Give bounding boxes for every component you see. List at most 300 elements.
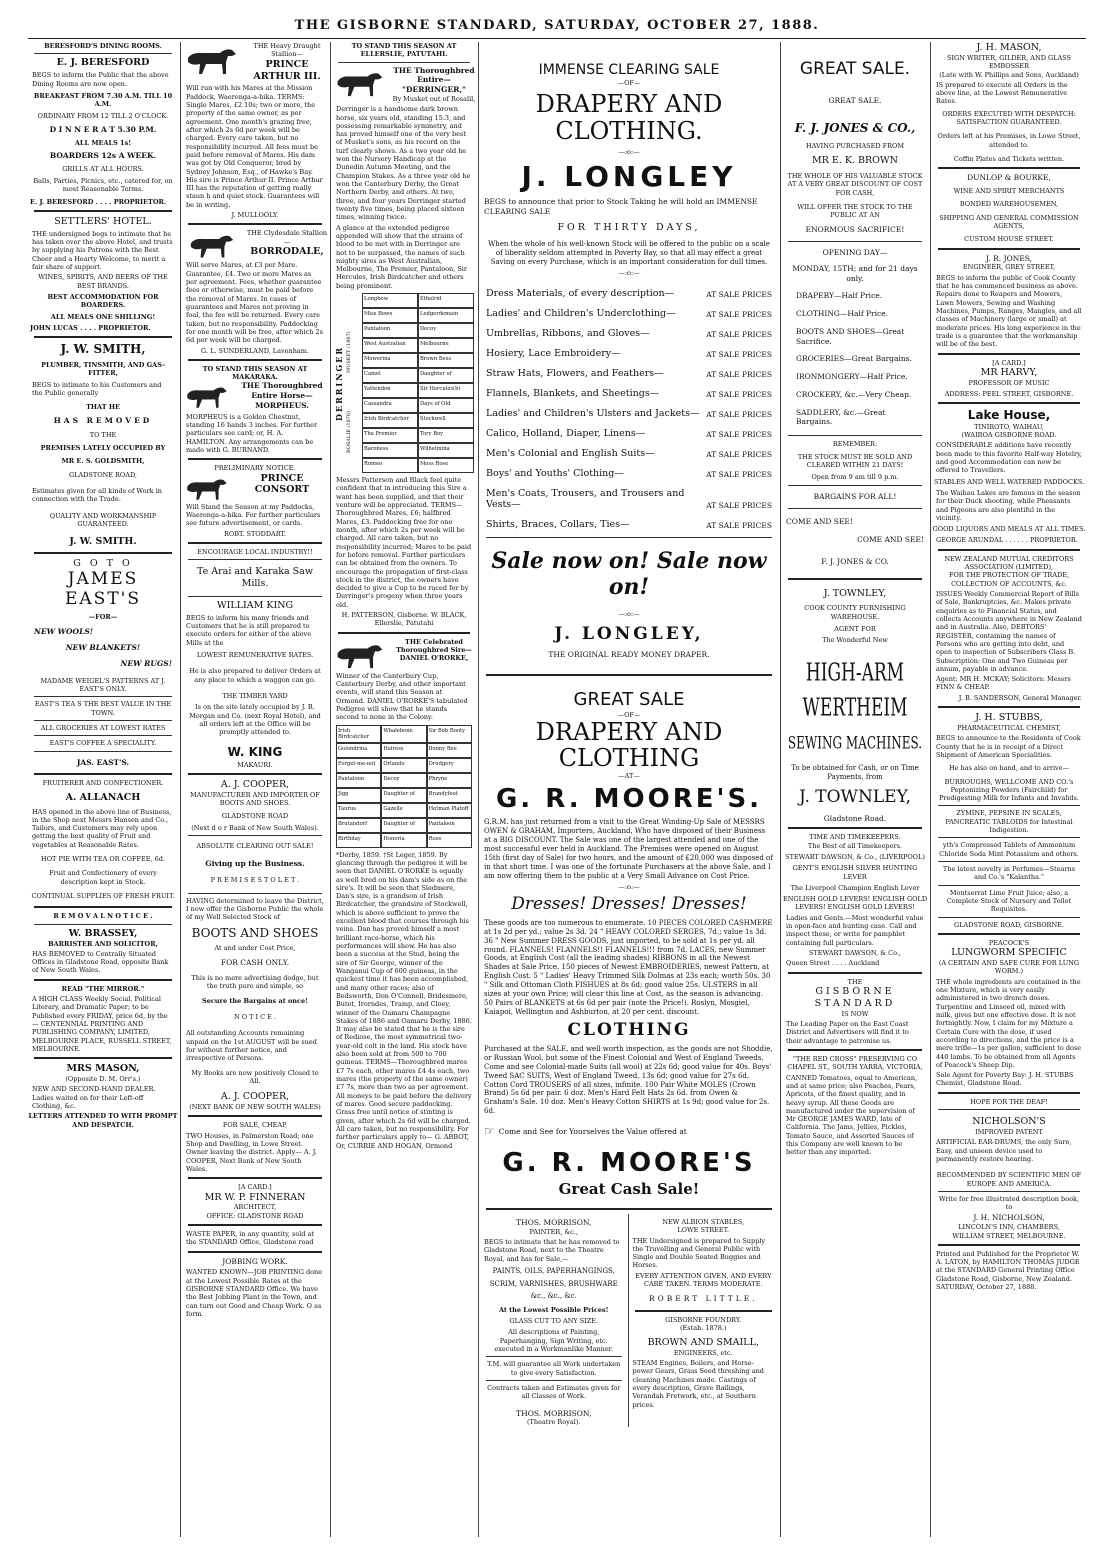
ad-name: Lake House, <box>967 408 1051 423</box>
pedigree-cell: Taurus <box>336 803 381 818</box>
ad-heading: WERTHEIM <box>802 694 908 723</box>
morpheus-ad <box>182 365 328 454</box>
ad-heading: LUNGWORM SPECIFIC <box>951 947 1067 959</box>
stubbs-chemist-ad <box>932 712 1086 929</box>
column-1 <box>28 42 178 1537</box>
ad-body: MONDAY, 15TH; and for 21 days only. <box>792 263 918 283</box>
sale-price-row <box>480 363 778 383</box>
ad-line: FOR CASH ONLY. <box>220 958 290 968</box>
ad-body: The Waihau Lakes are famous in the season for their Duck shooting, while Pheasants and Pigeons are also plentiful in the vicinity. <box>936 488 1081 522</box>
townley-ad <box>782 588 928 823</box>
ad-line: LINCOLN'S INN, CHAMBERS, <box>958 1223 1060 1232</box>
ad-name: NEW ZEALAND MUTUAL CREDITORS ASSOCIATION (LIMITED), <box>944 554 1074 572</box>
derringer-pedigree-table <box>334 293 474 473</box>
ad-body: yth's Compressed Tablets of Ammonium Chloride Soda Mint Potassium and others. <box>939 841 1079 858</box>
ad-heading: ENCOURAGE LOCAL INDUSTRY!! <box>197 547 313 556</box>
ad-body: Write for free illustrated description book, to <box>938 1194 1080 1212</box>
ad-trade: ENGINEER, GREY STREET, <box>962 263 1056 272</box>
ad-line: NEW BLANKETS! <box>65 643 141 653</box>
pedigree-cell: Wilhelmina <box>418 443 474 458</box>
ad-line: STEWART DAWSON, & Co., <box>808 949 902 957</box>
pedigree-cell: Pantaloon <box>427 818 472 833</box>
ad-line: LOWEST REMUNERATIVE RATES. <box>196 651 314 659</box>
ad-line: RECOMMENDED BY SCIENTIFIC MEN OF EUROPE AND AMERICA. <box>936 1171 1082 1188</box>
pedigree-cell: Longbow <box>362 293 418 308</box>
ad-line: Coffin Plates and Tickets written. <box>953 155 1065 163</box>
sale-price-list <box>480 283 778 534</box>
ad-signature: JAS. EAST'S. <box>76 757 130 767</box>
pedigree-cell: Whalebone <box>381 725 426 743</box>
ad-body: A HIGH CLASS Weekly Social, Political Literary, and Dramatic Paper; to be Published every FRIDAY, price 6d, by the— CENTENNIAL PRINTING AND PUBLISHING COMPANY, LIMITED, MELBOURNE PLACE, RUSSELL STREET, MELBOURNE. <box>32 995 172 1053</box>
ad-line: Great Cash Sale! <box>558 1179 700 1198</box>
ad-name: W. BRASSEY, <box>68 927 138 939</box>
jr-jones-ad <box>932 254 1086 349</box>
sale-item: Umbrellas, Ribbons, and Gloves— <box>486 327 650 339</box>
ad-line: By Musket out of Rosalil, <box>392 94 476 103</box>
pedigree-cell: West Australian <box>362 338 418 353</box>
ad-line: (Estab. 1878.) <box>679 1324 727 1333</box>
ad-trade: PHARMACEUTICAL CHEMIST, <box>957 723 1061 732</box>
pedigree-cell: Phryne <box>427 773 472 788</box>
sale-price: AT SALE PRICES <box>706 469 772 479</box>
sale-item: Boys' and Youths' Clothing— <box>486 467 624 479</box>
pedigree-cell: Birthday <box>336 833 381 848</box>
cooper-boots-ad <box>182 779 328 1111</box>
ad-body: ZYMINE, PEPSINE IN SCALES, PANCREATIC TABLOIDS for Intestinal Indigestion. <box>945 809 1073 835</box>
ad-trade: PROFESSOR OF MUSIC <box>968 378 1050 387</box>
ad-line: HOT PIE WITH TEA OR COFFEE, 6d. <box>41 855 165 864</box>
sale-item: Ladies' and Children's Ulsters and Jackets— <box>486 407 700 419</box>
ad-name: G. R. MOORE'S <box>502 1147 756 1178</box>
sale-price: AT SALE PRICES <box>706 520 772 530</box>
ad-line: Come and See for Yourselves the Value offered at <box>498 1127 687 1137</box>
ad-line: BOARDERS 12s A WEEK. <box>49 150 157 160</box>
pedigree-cell: Mowerina <box>362 353 418 368</box>
ad-heading: IMMENSE CLEARING SALE <box>538 62 720 78</box>
sale-price-row <box>480 343 778 363</box>
jh-mason-ad <box>932 42 1086 163</box>
ad-heading: PRELIMINARY NOTICE. <box>214 464 296 473</box>
ad-body: A glance at the extended pedigree appended will show that the strains of blood to be met with in Derringer are not to be surpassed, the names of such mighty sires as West Australian, Melbourne, The Premier, Pantaloon, Sir Hercules, Irish Birdcatcher and others being prominent. <box>336 223 467 290</box>
bottom-center-ads <box>480 1214 778 1427</box>
ad-body: THE undersigned begs to intimate that he has taken over the above Hotel, and trusts by supplying his Patrons with the Best Cheer and a Hearty Welcome, to merit a fair share of support. <box>32 229 173 271</box>
ad-body: HAS opened in the above line of Business, in the Shop next Messrs Hansen and Co., Tailors, and Customers may rely upon getting the best quality of Fruit and vegetables at Reasonable Rates. <box>32 807 172 849</box>
column-5 <box>782 42 928 1537</box>
sale-item: Ladies' and Children's Underclothing— <box>486 307 676 319</box>
lake-house-ad <box>932 408 1086 544</box>
ad-line: —OF— <box>617 78 641 87</box>
ad-name: J. TOWNLEY, <box>798 786 912 807</box>
column-rule <box>930 42 931 1537</box>
ad-line: REMEMBER: <box>832 440 878 449</box>
jobbing-ad <box>182 1257 328 1319</box>
ad-line: ABSOLUTE CLEARING OUT SALE! <box>196 842 314 851</box>
top-rule <box>28 38 1086 39</box>
sale-price-row <box>480 443 778 463</box>
ad-line: LOWE STREET. <box>677 1226 730 1235</box>
ad-name: NEW ALBION STABLES, <box>662 1217 745 1226</box>
jones-great-sale-ad <box>782 60 928 566</box>
ad-heading: R E M O V A L N O T I C E . <box>53 912 153 921</box>
ad-body: Orders left at his Premises, in Lowe Street, attended to. <box>937 132 1081 149</box>
ad-line: LETTERS ATTENDED TO WITH PROMPT AND DESPATCH. <box>28 1112 178 1129</box>
ad-line: Gladstone Road. <box>823 813 887 823</box>
ad-name: PRINCE CONSORT <box>254 472 310 496</box>
ad-line: WINES, SPIRITS, AND BEERS OF THE BEST BRANDS. <box>38 273 168 290</box>
ad-line: IS NOW <box>841 1009 869 1018</box>
ad-line: BOOTS AND SHOES—Great Sacrifice. <box>796 326 905 346</box>
ad-body: TWO Houses, in Palmerston Road; one Shop and Dwelling, in Lowe Street. Owner leaving the district. Apply— A. J. COOPER, Next Bank of New South Wales. <box>186 1131 317 1173</box>
ad-body: THE WHOLE OF HIS VALUABLE STOCK AT A VERY GREAT DISCOUNT OF COST FOR CASH, <box>787 171 923 197</box>
ad-body: HAS REMOVED to Centrally Situated Offices in Gladstone Road, opposite Bank of New South Wales. <box>32 949 169 975</box>
ad-heading: THE Clydesdale Stallion— <box>246 229 328 246</box>
ad-body: WILL OFFER THE STOCK TO THE PUBLIC AT AN <box>797 202 913 220</box>
ad-name: A. ALLANACH <box>65 791 141 803</box>
ad-line: (Next d o r Bank of New South Wales). <box>191 824 319 833</box>
mutual-creditors-ad <box>932 555 1086 702</box>
ad-name: "THE RED CROSS" PRESERVING CO <box>792 1054 918 1063</box>
mirror-ad <box>28 985 178 1054</box>
ad-heading: FRUITERER AND CONFECTIONER. <box>42 779 164 788</box>
ad-line: (NEXT BANK OF NEW SOUTH WALES) <box>189 1103 321 1112</box>
pedigree-cell: Gazelle <box>381 803 426 818</box>
ad-line: Open from 9 am till 9 p.m. <box>811 473 899 482</box>
ad-name: PRINCE ARTHUR III. <box>253 58 321 82</box>
sale-price: AT SALE PRICES <box>706 329 772 339</box>
column-rule <box>478 42 479 1537</box>
pointing-hand-icon: ☞ <box>484 1124 495 1139</box>
dunlop-bourke-ad <box>932 173 1086 243</box>
ad-signature: J. W. SMITH. <box>69 536 137 548</box>
ad-body: THE STOCK MUST BE SOLD AND CLEARED WITHIN 21 DAYS! <box>797 452 913 469</box>
ad-line: GOOD LIQUORS AND MEALS AT ALL TIMES. <box>932 525 1086 534</box>
ad-body: T.M. will guarantee all Work undertaken to give every Satisfaction. <box>487 1360 621 1377</box>
ad-name: NICHOLSON'S <box>972 1116 1046 1128</box>
ad-title: DRAPERY AND CLOTHING <box>535 718 723 773</box>
ad-body: Estimates given for all kinds of Work in connection with the Trade. <box>32 487 162 504</box>
ad-line: BARGAINS FOR ALL! <box>813 492 897 502</box>
pedigree-cell: Sir Hercules(b) <box>418 383 474 398</box>
ad-body: Messrs Patterson and Black feel quite confident that in introducing this Sire a want has been supplied, and that their venture will be appreciated. TERMS—Thoroughbred Mares, £6; halfbred Mares, £3. Paddocking free for one month, after which 2s per week will be charged. All care taken, but no responsibility incurred; Mares to be paid for before removal. Further particulars can be obtained from the owners. To encourage the propagation of first-class stock in the district, the owners have decided to give a Cup to be raced for by Derringer's progeny when three years old. <box>336 476 472 609</box>
ad-name: THOS. MORRISON, <box>516 1217 592 1227</box>
ad-body: My Books are now positively Closed to All. <box>191 1068 319 1085</box>
ad-line: DRAPERY—Half Price. <box>796 291 883 301</box>
ad-body: Ladies and Gents.—Most wonderful value in open-face and hunting case. Call and inspect these, or write for pamphlet containing full particulars. <box>786 913 924 947</box>
ad-line: BONDED WAREHOUSEMEN, <box>959 200 1059 209</box>
pedigree-cell: Moss Rose <box>418 458 474 473</box>
ad-line: GRILLS AT ALL HOURS. <box>62 164 144 173</box>
ad-heading: TO STAND THIS SEASON AT MAKARAKA. <box>202 364 308 382</box>
pedigree-cell: Decoy <box>381 773 426 788</box>
ad-line: GLADSTONE ROAD, GISBORNE. <box>954 920 1064 929</box>
sale-item: Men's Coats, Trousers, and Trousers and Vests— <box>486 487 685 510</box>
pedigree-cell: Pantaloon <box>336 773 381 788</box>
sale-price-row <box>480 303 778 323</box>
sale-item: Straw Hats, Flowers, and Feathers— <box>486 367 664 379</box>
ad-signature: F. J. JONES & CO. <box>821 556 889 566</box>
ad-line: Giving up the Business. <box>205 858 305 868</box>
column-rule <box>180 42 181 1537</box>
pedigree-cell: Cassandra <box>362 398 418 413</box>
ad-line: SHIPPING AND GENERAL COMMISSION AGENTS, <box>939 213 1079 230</box>
pedigree-cell: Drudgery <box>427 758 472 773</box>
ad-name: THE Thoroughbred Entire Horse— MORPHEUS. <box>241 381 323 410</box>
pedigree-cell: Bonny Bee <box>427 743 472 758</box>
sale-price-row <box>480 323 778 343</box>
ad-body: EVERY ATTENTION GIVEN, AND EVERY CARE TAKEN. TERMS MODERATE. <box>635 1271 772 1289</box>
sale-item: Shirts, Braces, Collars, Ties— <box>486 518 630 530</box>
ad-name: GISBORNE FOUNDRY. <box>665 1316 742 1325</box>
ad-line: The Wonderful New <box>822 636 888 645</box>
ad-body: THE Undersigned is prepared to Supply the Travelling and General Public with Single and Double Seated Buggies and Horses. <box>632 1236 766 1270</box>
ad-body: Will run with his Mares at the Mission Paddock, Waerenga-a-hika. TERMS: Single Mares, £2 10s; two or more, the property of the same owner, as per agreement. One month's grazing free, after which 2s 6d per week will be charged. Every care taken, but no responsibility incurred. All fees must be paid before removal of Mares. His dam was got by Old Conqueror, bred by Sydney Johnson, Esq., of Hawke's Bay. His sire is Prince Arthur II. Prince Arthur III has the reputation of getting really staun h and quiet stock. Guarantees will be in writing. <box>186 84 323 209</box>
ad-line: ORDINARY FROM 12 TILL 2 O'CLOCK. <box>37 112 169 121</box>
pedigree-cell: Yattendon <box>362 383 418 398</box>
ad-body: This is no mere advertising dodge, but the truth pure and simple, so <box>191 974 319 991</box>
ad-line: CUSTOM HOUSE STREET. <box>964 235 1054 244</box>
ad-name: MR E. K. BROWN <box>811 155 898 166</box>
ad-body: WANTED KNOWN—JOB PRINTING done at the Lowest Possible Rates at the GISBORNE STANDARD Office. We have the Best Jobbing Plant in the Town, and can turn out Good and Cheap Work. O as form. <box>186 1268 323 1319</box>
horse-icon <box>182 383 232 411</box>
pedigree-cell: The Premier <box>362 428 418 443</box>
ad-name: MRS MASON, <box>66 1063 140 1075</box>
ad-proprietor: JOHN LUCAS . . . . PROPRIETOR. <box>30 323 151 332</box>
ad-heading: CLOTHING <box>567 1020 691 1041</box>
ad-line: MR E. S. GOLDSMITH, <box>61 457 145 466</box>
masthead: THE GISBORNE STANDARD, SATURDAY, OCTOBER 27, 1888. <box>294 18 820 33</box>
ad-line: IMPROVED PATENT <box>975 1127 1043 1136</box>
sale-price-row <box>480 423 778 443</box>
ad-line: FOR THE PROTECTION OF TRADE, COLLECTION OF ACCOUNTS, &c. <box>948 571 1070 588</box>
ad-name: DUNLOP & BOURKE, <box>967 173 1051 183</box>
ad-heading: SETTLERS' HOTEL. <box>54 215 152 227</box>
ad-proprietor: E. J. BERESFORD . . . . PROPRIETOR. <box>30 197 167 206</box>
column-2 <box>182 42 328 1537</box>
ad-title: DRAPERY AND CLOTHING. <box>535 90 723 145</box>
ad-name: JAMES EAST'S <box>65 569 141 609</box>
ad-body: BEGS to inform the Public that the above Dining Rooms are now open. <box>32 71 169 88</box>
ad-line: COME AND SEE! <box>857 534 924 544</box>
sale-price-row <box>480 383 778 403</box>
ad-line: FOR THIRTY DAYS, <box>557 222 701 234</box>
ad-heading: THE Heavy Draught Stallion— <box>253 42 321 59</box>
ad-body: BURROUGHS, WELLCOME AND CO.'s Peptonizing Powders (Fairchild) for Predigesting Milk for Infants and Invalids. <box>939 777 1079 803</box>
ad-trade: BARRISTER AND SOLICITOR, <box>48 939 158 948</box>
ad-line: ENORMOUS SACRIFICE! <box>805 225 905 235</box>
albion-foundry-ads <box>629 1214 779 1427</box>
pedigree-cell: Ledgerdemain <box>418 308 474 323</box>
ad-body: The Leading Paper on the East Coast District and Advertisers will find it to their advantage to patronise us. <box>786 1020 909 1045</box>
ad-heading: FOR SALE, CHEAP, <box>222 1121 288 1130</box>
ad-line: (Late with W. Phillips and Sons, Auckland) <box>939 70 1079 79</box>
pedigree-cell: Tory Boy <box>418 428 474 443</box>
ad-body: IS prepared to execute all Orders in the above line, at the Lowest Remunerative Rates. <box>936 80 1068 106</box>
ad-heading: SEWING MACHINES. <box>787 732 923 753</box>
ad-line: ORDERS EXECUTED WITH DESPATCH: SATISFACTION GUARANTEED. <box>942 109 1076 127</box>
for-sale-ad <box>182 1121 328 1173</box>
center-column <box>480 42 778 1537</box>
ad-line: BREAKFAST FROM 7.30 A.M. TILL 10 A.M. <box>33 91 173 109</box>
ad-signature: J. MULLOOLY. <box>231 211 279 220</box>
sale-price: AT SALE PRICES <box>706 369 772 379</box>
pedigree-cell: Stockwell <box>418 413 474 428</box>
ad-signature: J. LONGLEY, <box>554 623 704 644</box>
sale-price: AT SALE PRICES <box>706 349 772 359</box>
ad-line: ADDRESS: PEEL STREET, GISBORNE. <box>944 390 1074 398</box>
ad-body: Will serve Mares, at £3 per Mare. Guarantee, £4. Two or more Mares as per agreement. Fees, whether guarantee fees or otherwise, must be paid before the removal of Mares. In cases of guarantees and Mares not proving in foal, the fee will be returned. Every care taken, but no responsibility. Paddocking for one month will be free, after which 2s 6d per week will be charged. <box>186 261 324 345</box>
ad-line: CONTINUAL SUPPLIES OF FRESH FRUIT. <box>31 892 175 901</box>
ad-heading: BOOTS AND SHOES <box>191 925 319 940</box>
ad-line: MAKAURI. <box>237 760 273 769</box>
ad-proprietor: GEORGE ARUNDAL . . . . . . PROPRIETOR. <box>936 536 1078 545</box>
ad-signature: ROBT. STODDART. <box>224 529 286 538</box>
ad-line: —FOR— <box>88 613 118 622</box>
ad-name: E. J. BERESFORD <box>56 57 150 69</box>
ad-line: CROCKERY, &c.—Very Cheap. <box>796 389 912 399</box>
ad-line: AGENT FOR <box>834 624 876 633</box>
ad-body: Winner of the Canterbury Cup, Canterbury Derby, and other important events, will stand this Season at Ormond. DANIEL O'RORKE'S tabulated Pedigree will show that he stands second to none in the Colony. <box>336 671 468 722</box>
ad-body: ISSUES Weekly Commercial Report of Bills of Sale, Bankruptcies, &c. Makes private enquiries as to Financial Status, and collects Accounts anywhere in New Zealand and in Australia. Also, DEBTORS' REGISTER, containing the names of Persons who are getting into debt, and open to inspection of Subscribers Class B. Subscription: One and Two Guineas per annum, payable in advance. <box>936 590 1082 673</box>
ad-name: J. R. JONES, <box>985 253 1033 263</box>
ad-line: GENT'S ENGLISH SILVER HUNTING LEVER <box>792 864 918 881</box>
pedigree-cell: Irish Birdcatcher <box>362 413 418 428</box>
sale-price: AT SALE PRICES <box>706 409 772 419</box>
pedigree-cell: Miss Bowe <box>362 308 418 323</box>
ad-line: GLASS CUT TO ANY SIZE. <box>509 1317 599 1326</box>
column-rule <box>330 42 331 1537</box>
sale-item: Dress Materials, of every description— <box>486 287 675 299</box>
column-rule <box>780 42 781 1537</box>
ad-line: EAST'S COFFEE A SPECIALITY. <box>49 739 157 748</box>
ad-line: CLOTHING—Half Price. <box>796 309 889 319</box>
ad-body: All descriptions of Painting, Paperhanging, Sign Writing, etc. executed in a Workmanlike Manner. <box>494 1328 614 1353</box>
pedigree-cell: Honoria <box>381 833 426 848</box>
pedigree-cell: Romeo <box>362 458 418 473</box>
ad-line: (Opposite D. M. Orr's.) <box>65 1075 141 1084</box>
ad-line: THE <box>847 977 863 986</box>
william-king-ad <box>182 600 328 769</box>
ad-line: NEW RUGS! <box>120 658 172 668</box>
ad-signature: H. PATTERSON, Gisborne. W. BLACK, Ellerslie, Patutahi <box>341 611 467 628</box>
ad-name: THE Celebrated Thoroughbred Sire— DANIEL O'RORKE, <box>396 637 472 663</box>
ad-body: Purchased at the SALE, and well worth inspection, as the goods are not Shoddie, or Russian Wool, but some of the Finest Colonial and West of England Tweeds. Come and see Colonial-made Suits (all wool) at 22s 6d; good value for 40s. Boys' Tweed SAC SUITS, West of England Tweed, 13s 6d; good value for 27s 6d. Cotton Cord TROUSERS of all sizes, infinite. 100 Pair White MOLES (Crown Brand) 5s 6d per pair. 6 doz. Men's Hard Felt Hats 2s 6d. from Owen & Graham's Sale. 10 doz. Men's Heavy Cotton SHIRTS at 1s 9d; good value for 2s. 6d. <box>484 1044 773 1116</box>
pedigree-cell: Days of Old <box>418 398 474 413</box>
ad-line: Secure the Bargains at once! <box>202 996 308 1005</box>
prince-arthur-ad <box>182 42 328 219</box>
ad-body: *Derby, 1859. †St Leger, 1859. By glancing through the pedigree it will be seen that DANIEL O'RORKE is equally as well bred on his dam's side as on the sire's. It will be seen that Sledmere, Dan's sire, is a grandson of Irish Birdcatcher, the grandsire of Stockwell, which is above sufficient to prove the excellent blood that courses through his veins. Dan has proved himself a most brilliant race-horse, which his performances will show. He has also been a success at the Stud, being the sire of Sir George, winner of the Wanganui Cup of 600 guineas, in the quickest time it has been accomplished, and many other races; also of Bedsworth, Don O'Connell, Bridesmere, Butet, Irorndes, Tramp, and Cloey, winner of the Oamaru Champagne Stakes of 1886 and Oamaru Derby, 1886. It may also be stated that he is the sire of Rediose, the most symmetrical two-year-old colt in the land. His stock have also been sold at from 500 to 700 guineas. TERMS—Thoroughbred mares £7 7s each, other mares £4 4s each, two mares (the property of the same owner) £7 7s, more than two as per agreement. All moneys to be paid before the delivery of mares. Good secure paddocking. Grass free until notice of stinting is given, after which 2s 6d will be charged. All care taken, but no responsibility. For further particulars apply to— G. ABBOT, Or, CURRIE AND HOGAN, Ormond <box>336 850 472 1150</box>
ad-line: (WAIROA GISBORNE ROAD. <box>961 431 1057 440</box>
pedigree-cell: Brandyfoot <box>427 788 472 803</box>
smith-plumber-ad <box>28 342 178 548</box>
ad-body: BEGS to announce that prior to Stock Taking he will hold an IMMENSE CLEARING SALE <box>484 197 758 216</box>
ad-heading: Dresses! Dresses! Dresses! <box>511 894 747 915</box>
ad-line: ENGLISH GOLD LEVERS! ENGLISH GOLD LEVERS! ENGLISH GOLD LEVERS! <box>782 895 928 912</box>
ad-slogan: Sale now on! Sale now on! <box>491 548 767 601</box>
ad-line: EAST'S TEA S THE BEST VALUE IN THE TOWN. <box>34 700 172 717</box>
ad-line: ALL MEALS ONE SHILLING! <box>50 312 156 321</box>
ad-heading: TO STAND THIS SEASON AT ELLERSLIE, PATUTAHI. <box>351 42 457 59</box>
pedigree-cell: Rose <box>427 833 472 848</box>
ad-body: BEGS to inform the public of Cook County that he has commenced business as above. Repairs done to Reapers and Mowers, Lawn Mowers, Sewing and Washing Machines, Pumps, Ranges, Mangles, and all classes of Machinery (large or small) at moderate prices. His long experience in the trade is a guarantee that the workmanship will be of the best. <box>936 273 1082 349</box>
moore-ad: GREAT SALE —OF— DRAPERY AND CLOTHING —AT— G. R. MOORE'S. G.R.M. has just returned from a visit to the Great Winding-Up Sale of MESSRS OWEN & GRAHAM, Importers, Auckland, Who have disposed of their Business at a BIG DISCOUNT. The Sale was one of the largest attended and one of the most successful ever held in Auckland. The Premises were opened on August 15th (first day of Sale) for two hours, and the amount of £20,000 was disposed of in that short time. I was one of the fortunate Purchasers at the above Sale, and I am now offering them to the public at a Very Small Advance on Cost Price. —:o:— Dresses! Dresses! Dresses! These goods are too numerous to enumerate. 10 PIECES COLORED CASHMERE at 1s 2d per yd.; value 2s 3d. 24 " HEAVY COLORED SERGES, 7d.; value 1s 3d. 36 " New Summer DRESS GOODS, just imported, to be sold at 1s per yd. all round. FLANNELS! FLANNELS!! FLANNELS!!! from 7d. LACES, new Summer Goods, at English Cost (all the leading shades) RIBBONS in all the Newest Shades at Sale Price. 150 pieces of Newest EMBROIDERIES, newest Pattern, at English Cost. 5 " Ladies' Heavy Trimmed Silk Dolmas at 23s each; worth 50s. 30 " Silk and Ottoman Cloth FISHUES at 8s 6d; good value 25s. ULSTERS in all sizes at your own Price; will clear this line at Cost, as the season is advancing. 50 Pairs of BLANKETS at 6s 6d per pair (note the Price!). Roslyn, Mosgiel, Kaiapoi, Wellington and Ashburton, at 20 per cent. discount. CLOTHING Purchased at the SALE, and well worth inspection, as the goods are not Shoddie, or Russian Wool, but some of the Finest Colonial and West of England Tweeds. Come and see Colonial-made Suits (all wool) at 22s 6d; good value for 40s. Boys' Tweed SAC SUITS, West of England Tweed, 13s 6d; good value for 27s 6d. Cotton Cord TROUSERS of all sizes, infinite. 100 Pair White MOLES (Crown Brand) 5s 6d per pair. 6 doz. Men's Hard Felt Hats 2s 6d. from Owen & Graham's Sale. 10 doz. Men's Heavy Cotton SHIRTS at 1s 9d; good value for 2s. 6d. ☞ Come and See for Yourselves the Value offered at G. R. MOORE'S Great Cash Sale! <box>480 690 778 1198</box>
sale-price: AT SALE PRICES <box>706 389 772 399</box>
ad-trade: PLUMBER, TINSMITH, AND GAS-FITTER, <box>41 360 165 377</box>
ad-name: J. H. MASON, <box>976 42 1042 53</box>
ad-name: J. H. STUBBS, <box>975 712 1043 724</box>
ad-body: Sole Agent for Poverty Bay: J. H. STUBBS Chemist, Gladstone Road. <box>936 1071 1074 1088</box>
ad-line: [A CARD.] <box>238 1183 272 1192</box>
ad-line: NEW WOOLS! <box>34 627 94 637</box>
ad-line: SADDLERY, &c.—Great Bargains. <box>796 407 886 427</box>
ad-heading: HOPE FOR THE DEAF! <box>970 1097 1048 1106</box>
ad-line: P R E M I S E S T O L E T . <box>210 876 300 885</box>
column-6 <box>932 42 1086 1537</box>
ad-heading: TIME AND TIMEKEEPERS. <box>809 833 901 842</box>
pedigree-cell: Ethelrid <box>418 293 474 308</box>
ad-line: STABLES AND WELL WATERED PADDOCKS. <box>933 477 1085 486</box>
ad-body: These goods are too numerous to enumerate. 10 PIECES COLORED CASHMERE at 1s 2d per yd.; value 2s 3d. 24 " HEAVY COLORED SERGES, 7d.; value 1s 3d. 36 " New Summer DRESS GOODS, just imported, to be sold at 1s per yd. all round. FLANNELS! FLANNELS!! FLANNELS!!! from 7d. LACES, new Summer Goods, at English Cost (all the leading shades) RIBBONS in all the Newest Shades at Sale Price. 150 pieces of Newest EMBROIDERIES, newest Pattern, at English Cost. 5 " Ladies' Heavy Trimmed Silk Dolmas at 23s each; worth 50s. 30 " Silk and Ottoman Cloth FISHUES at 8s 6d; good value 25s. ULSTERS in all sizes at your own Price; will clear this line at Cost, as the season is advancing. 50 Pairs of BLANKETS at 6s 6d per pair (note the Price!). Roslyn, Mosgiel, Kaiapoi, Wellington and Ashburton, at 20 per cent. discount. <box>484 918 773 1017</box>
pedigree-cell: Melbourne <box>418 338 474 353</box>
ad-line: ALL GROCERIES AT LOWEST RATES <box>40 723 166 732</box>
ad-body: BEGS to intimate to his Customers and the Public generally <box>32 381 162 398</box>
ad-body: Agent: MR H. MCKAY; Solicitors: Messrs FINN & CHEAP. <box>936 675 1071 692</box>
ad-line: QUALITY AND WORKMANSHIP GUARANTEED. <box>49 511 157 529</box>
sale-price-row <box>480 403 778 423</box>
ad-line: CHAPEL ST., SOUTH YARRA, VICTORIA, <box>787 1063 923 1072</box>
ad-line: Fruit and Confectionery of every description kept in Stock. <box>49 869 157 886</box>
ad-line: GLADSTONE ROAD, <box>69 470 137 479</box>
ad-line: At and under Cost Price, <box>214 944 296 953</box>
ad-body: BEGS to intimate that he has removed to Gladstone Road, next to the Theatre Royal, and has for Sale,— <box>484 1237 620 1263</box>
sale-price-row <box>480 463 778 483</box>
ad-body: All outstanding Accounts remaining unpaid on the 1st AUGUST will be sued for without further notice, and irrespective of Persons. <box>186 1029 317 1063</box>
ad-body: CONSIDERABLE additions have recently been made to this favorite Half-way Hotelry, and good Accommodation can now be offered to Travellers. <box>936 441 1082 475</box>
ad-body: THE whole ingredients are contained in the one Mixture, which is very easily administered in two drench doses. Turpentine and Linseed oil, mixed with milk, gives but one effective dose. It is not fortnightly. Now, I claim for my Mixture a Certain Cure with the dose, if used according to directions, and the price is a mere trifle—1s per gallon, sufficient to dose 440 lambs. To be obtained from all Agents of Peacock's Sheep Dip. <box>936 977 1082 1069</box>
sale-price: AT SALE PRICES <box>706 500 772 510</box>
ad-name: PEACOCK'S <box>988 938 1030 947</box>
ad-line: TINIROTO, WAIHAU, <box>974 422 1044 431</box>
pedigree-cell: Sir Bob Booty <box>427 725 472 743</box>
ad-line: OPENING DAY— <box>822 248 888 258</box>
pedigree-cell: Hetman Platoff <box>427 803 472 818</box>
sale-price: AT SALE PRICES <box>706 309 772 319</box>
pedigree-cell: Irish Birdcatcher <box>336 725 381 743</box>
pedigree-label: MUSKET (1867) <box>346 331 352 374</box>
ad-heading: READ "THE MIRROR." <box>61 984 145 993</box>
horse-icon <box>182 231 242 261</box>
ad-body: CANNED Tomatoes, equal to American, and at same price; also Peaches, Pears, Apricots, of the finest quality, and in heavy syrup. All these Goods are manufactured under the supervision of Mr GEORGE JAMES WARD, late of California. The Jams, Jellies, Pickles, Tomato Sauce, and Assorted Sauces of this Company are well known to be better than any imported. <box>786 1073 918 1157</box>
ad-heading: JOBBING WORK. <box>222 1256 288 1266</box>
ad-body: Is on the site lately occupied by J. R. Morgan and Co. (next Royal Hotel), and all orders left at the Office will be promptly attended to. <box>189 703 321 737</box>
pedigree-cell: Heiress <box>381 743 426 758</box>
ad-name: MR W. P. FINNERAN <box>204 1191 306 1203</box>
ad-heading: HIGH-ARM <box>805 659 905 688</box>
ad-line: IRONMONGERY—Half Price. <box>796 372 908 382</box>
ad-name: WILLIAM KING <box>216 599 294 611</box>
settlers-hotel-ad <box>28 216 178 332</box>
ad-body: PAINTS, OILS, PAPERHANGINGS, SCRIM, VARNISHES, BRUSHWARE &c., &c., &c. <box>489 1266 618 1301</box>
ad-name: G. R. MOORE'S. <box>495 784 763 815</box>
sale-price-row <box>480 283 778 303</box>
ad-line: —OF— <box>617 710 641 719</box>
ad-body: BEGS to inform his many friends and Customers that he is still prepared to execute orders for either of the above Mills at the <box>186 613 312 647</box>
ad-body: BEGS to announce to the Residents of Cook County that he is in receipt of a Direct Shipment of American Specialities. <box>936 734 1081 759</box>
ad-line: STEWART DAWSON, & Co., (LIVERPOOL) <box>785 852 925 861</box>
sale-price-row <box>480 483 778 514</box>
ad-body: Derringer is a handsome dark brown horse, six years old, standing 15.3, and possessing remarkable symmetry, and has proved himself one of the very best of Musket's sons, as his record on the turf clearly shows. As a two year old he won the Nursery Handicap at the Dunedin Autumn Meeting, and the Champion Stakes. As a three year old he won the Canterbury Derby, the Great Northern Derby, and others. At two, three, and four years Derringer started twenty five times, being placed sixteen times, winning twice. <box>336 105 471 222</box>
column-3 <box>332 42 476 1537</box>
ad-line: MADAME WEIGEL'S PATTERNS AT J. EAST'S ONLY. <box>40 676 166 694</box>
